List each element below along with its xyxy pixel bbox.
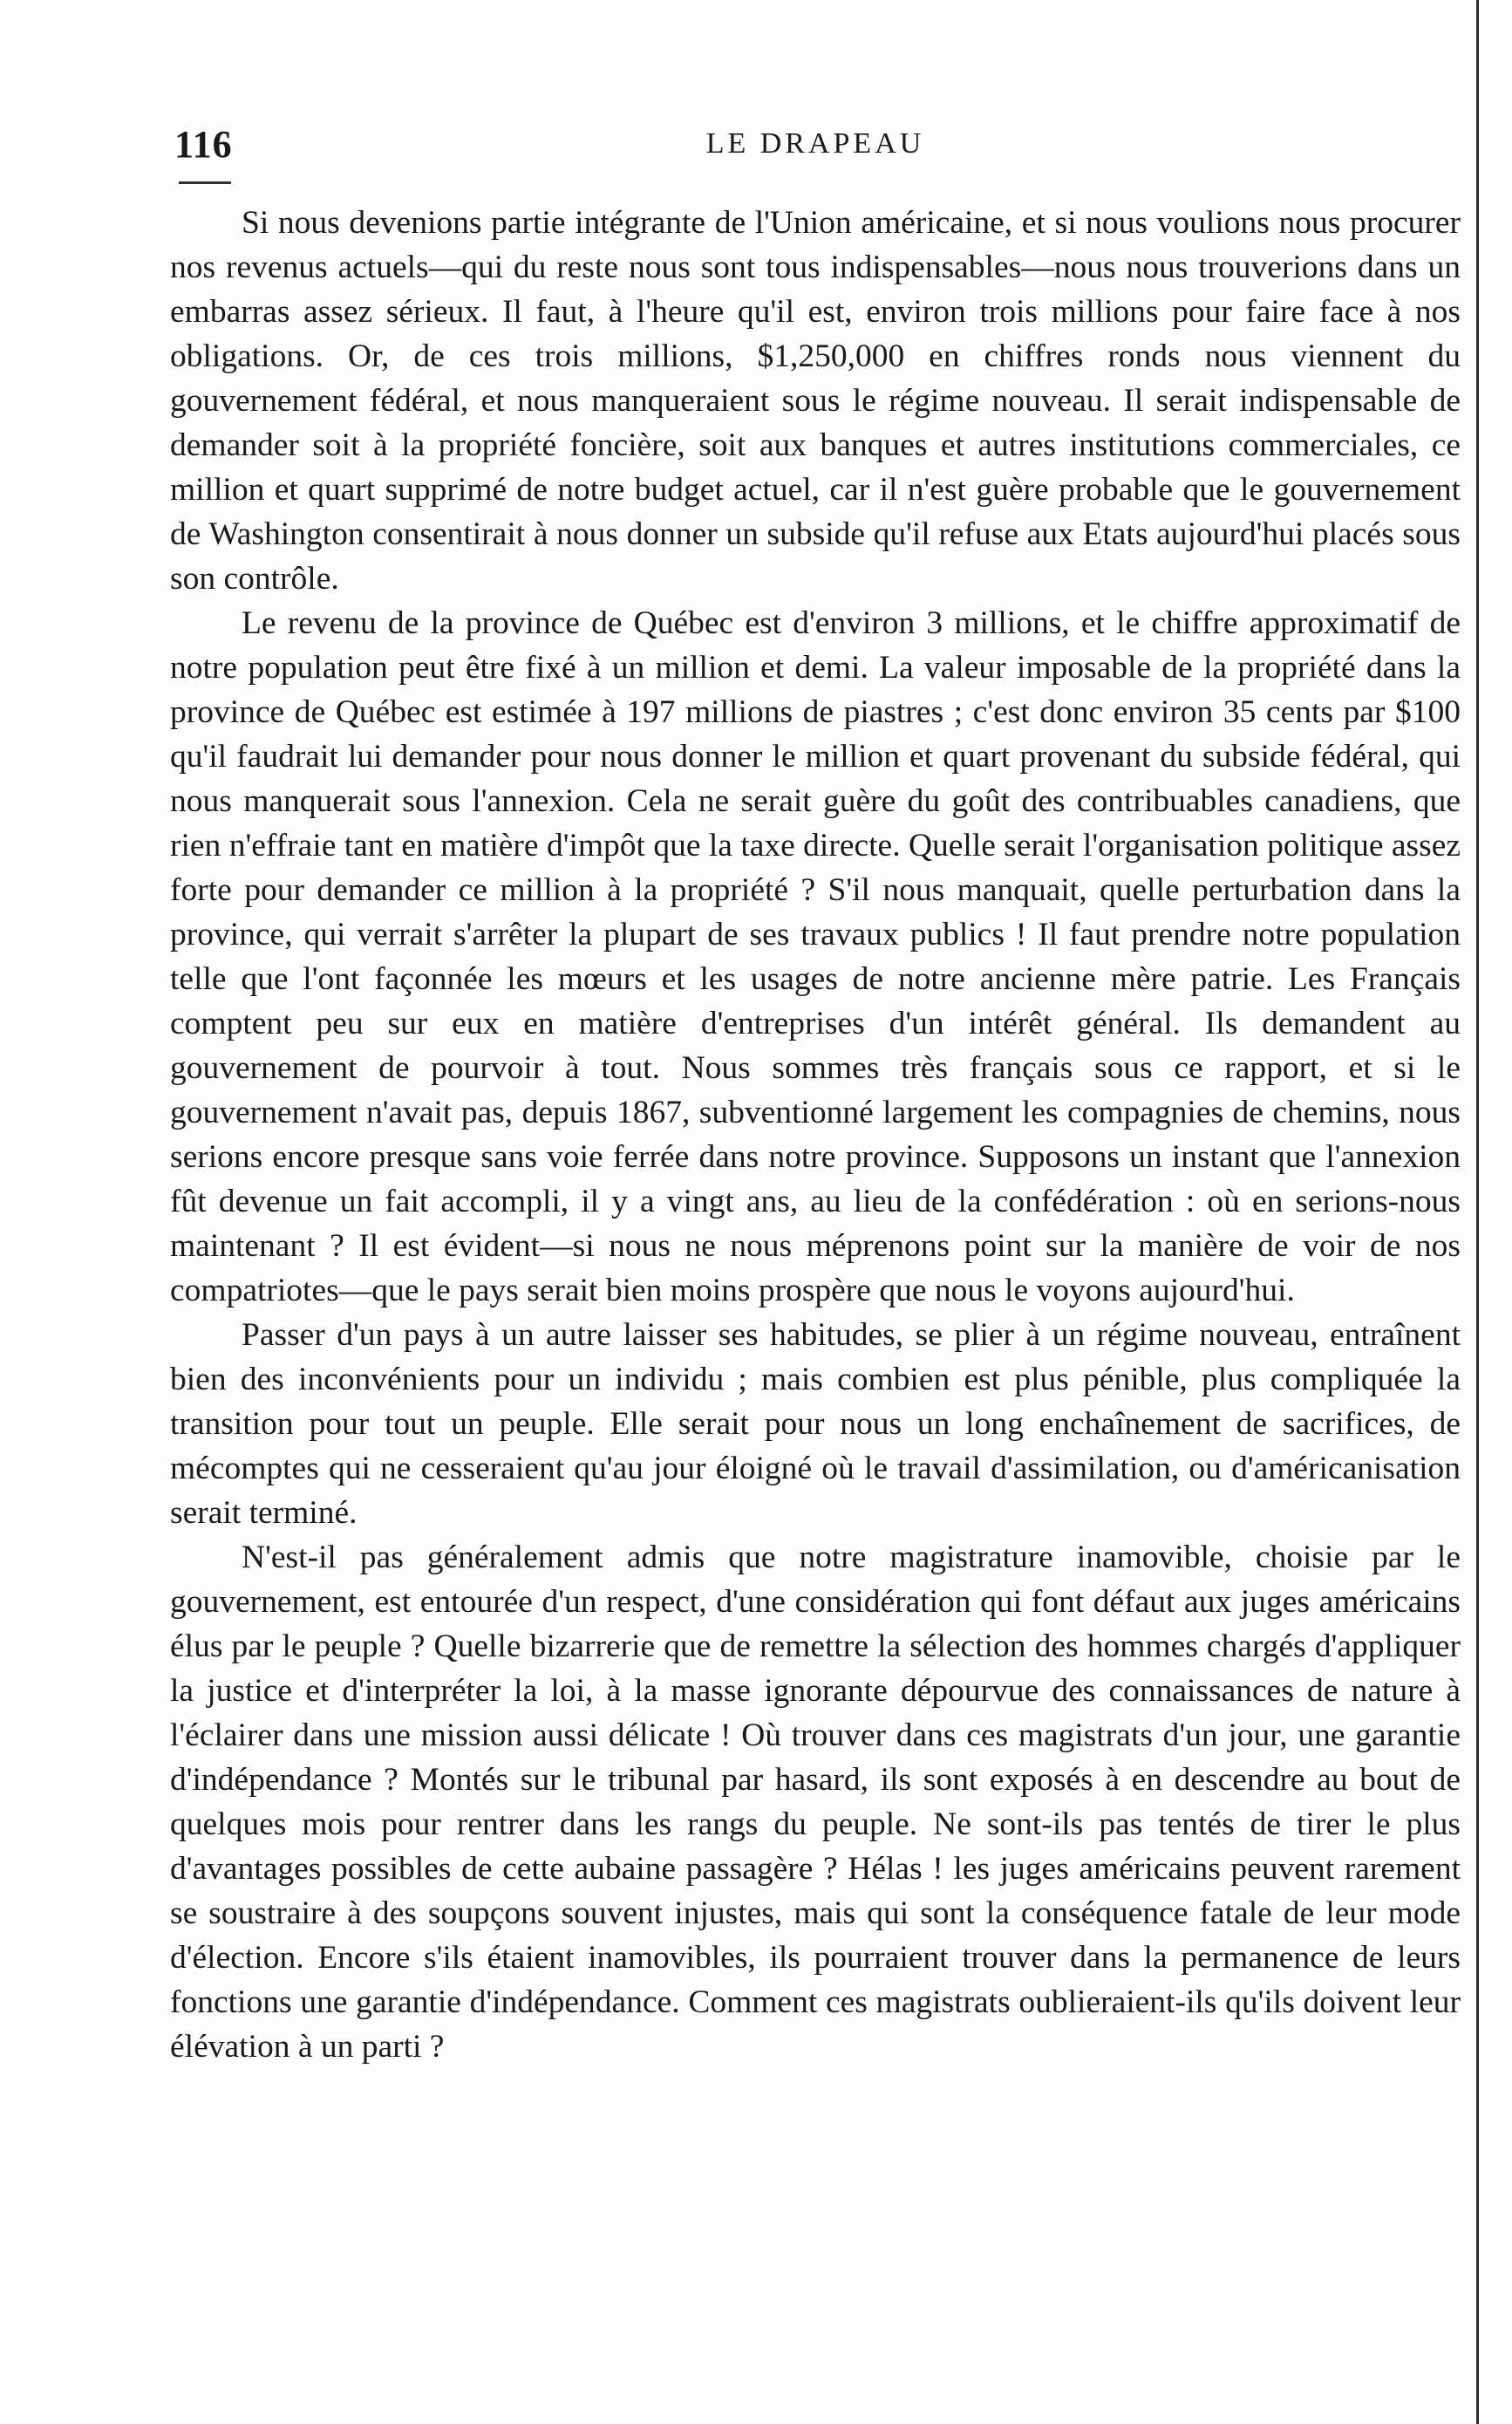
paragraph: N'est-il pas généralement admis que notre magistrature inamovible, choisie par le gouvernement, est entourée d'un respect, d'une considération qui font défaut aux juges américains élus par le peuple ? Quelle bizarrerie que de remettre la sélection des hommes chargés d'appliquer la justice et d'interpréter la loi, à la masse ignorante dépourvue des connaissances de nature à l'éclairer dans une mission aussi délicate ! Où trouver dans ces magistrats d'un jour, une garantie d'indépendance ? Montés sur le tribunal par hasard, ils sont exposés à en descendre au bout de quelques mois pour rentrer dans les rangs du peuple. Ne sont-ils pas tentés de tirer le plus d'avantages possibles de cette aubaine passagère ? Hélas ! les juges américains peuvent rarement se soustraire à des soupçons souvent injustes, mais qui sont la conséquence fatale de leur mode d'élection. Encore s'ils étaient inamovibles, ils pourraient trouver dans la permanence de leurs fonctions une garantie d'indépendance. Comment ces magistrats oublieraient-ils qu'ils doivent leur élévation à un parti ? — [170, 1540, 1461, 2065]
paragraph: Passer d'un pays à un autre laisser ses habitudes, se plier à un régime nouveau, entraînent bien des inconvénients pour un individu ; mais combien est plus pénible, plus compliquée la transition pour tout un peuple. Elle serait pour nous un long enchaînement de sacrifices, de mécomptes qui ne cesseraient qu'au jour éloigné où le travail d'assimilation, ou d'américanisation serait terminé. — [170, 1317, 1461, 1531]
page-header — [174, 122, 1456, 174]
body-text — [170, 201, 1461, 2069]
running-title: LE DRAPEAU — [705, 127, 925, 160]
header-rule — [179, 181, 231, 184]
paragraph: Le revenu de la province de Québec est d'environ 3 millions, et le chiffre approximatif de notre population peut être fixé à un million et demi. La valeur imposable de la propriété dans la province de Québec est estimée à 197 millions de piastres ; c'est donc environ 35 cents par $100 qu'il faudrait lui demander pour nous donner le million et quart provenant du subside fédéral, qui nous manquerait sous l'annexion. Cela ne serait guère du goût des contribuables canadiens, que rien n'effraie tant en matière d'impôt que la taxe directe. Quelle serait l'organisation politique assez forte pour demander ce million à la propriété ? S'il nous manquait, quelle perturbation dans la province, qui verrait s'arrêter la plupart de ses travaux publics ! Il faut prendre notre population telle que l'ont façonnée les mœurs et les usages de notre ancienne mère patrie. Les Français comptent peu sur eux en matière d'entreprises d'un intérêt général. Ils demandent au gouvernement de pourvoir à tout. Nous sommes très français sous ce rapport, et si le gouvernement n'avait pas, depuis 1867, subventionné largement les compagnies de chemins, nous serions encore presque sans voie ferrée dans notre province. Supposons un instant que l'annexion fût devenue un fait accompli, il y a vingt ans, au lieu de la confédération : où en serions-nous maintenant ? Il est évident—si nous ne nous méprenons point sur la manière de voir de nos compatriotes—que le pays serait bien moins prospère que nous le voyons aujourd'hui. — [170, 605, 1461, 1308]
page-edge-rule — [1476, 0, 1479, 2424]
paragraph: Si nous devenions partie intégrante de l'Union américaine, et si nous voulions nous procurer nos revenus actuels—qui du reste nous sont tous indispensables—nous nous trouverions dans un embarras assez sérieux. Il faut, à l'heure qu'il est, environ trois millions pour faire face à nos obligations. Or, de ces trois millions, $1,250,000 en chiffres ronds nous viennent du gouvernement fédéral, et nous manqueraient sous le régime nouveau. Il serait indispensable de demander soit à la propriété foncière, soit aux banques et autres institutions commerciales, ce million et quart supprimé de notre budget actuel, car il n'est guère probable que le gouvernement de Washington consentirait à nous donner un subside qu'il refuse aux Etats aujourd'hui placés sous son contrôle. — [170, 205, 1461, 597]
page-number: 116 — [174, 123, 233, 166]
